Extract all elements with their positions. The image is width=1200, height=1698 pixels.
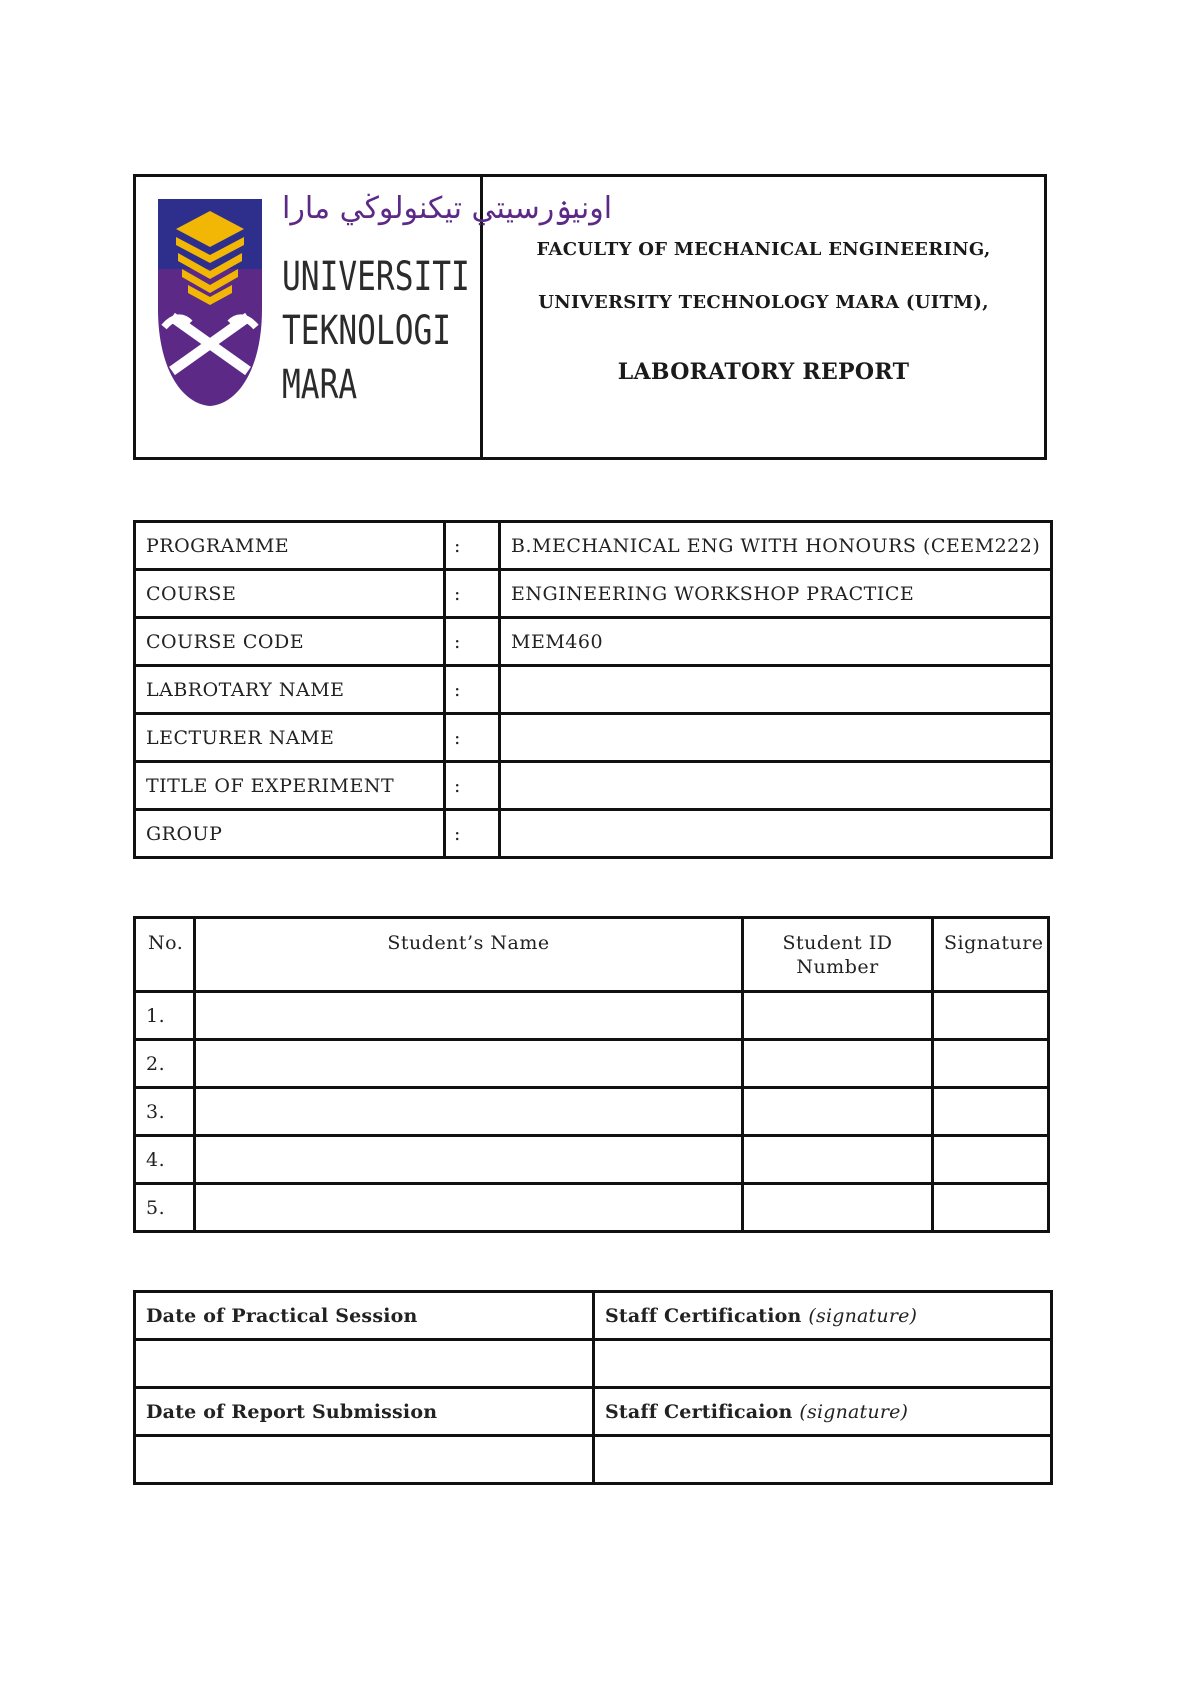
info-value-field[interactable]: ENGINEERING WORKSHOP PRACTICE (500, 570, 1052, 618)
student-signature-field[interactable] (933, 1136, 1049, 1184)
student-table-header (135, 918, 1049, 992)
info-row-course-code (135, 618, 1052, 666)
cert-value-row-practical (135, 1340, 1052, 1388)
info-separator: : (445, 666, 500, 714)
student-row-number: 2. (135, 1040, 195, 1088)
column-header-signature: Signature (933, 918, 1049, 992)
column-header-id: Student ID Number (743, 918, 933, 992)
certification-table (133, 1290, 1053, 1485)
student-row (135, 1040, 1049, 1088)
info-row-programme (135, 522, 1052, 570)
info-separator: : (445, 618, 500, 666)
info-label: GROUP (135, 810, 445, 858)
student-name-field[interactable] (195, 992, 743, 1040)
info-label: LABROTARY NAME (135, 666, 445, 714)
cert-label-row-submission (135, 1388, 1052, 1436)
info-label: COURSE CODE (135, 618, 445, 666)
info-row-course (135, 570, 1052, 618)
student-id-field[interactable] (743, 1088, 933, 1136)
student-row-number: 1. (135, 992, 195, 1040)
student-name-field[interactable] (195, 1136, 743, 1184)
student-name-field[interactable] (195, 1040, 743, 1088)
info-label: COURSE (135, 570, 445, 618)
cert-label-row-practical (135, 1292, 1052, 1340)
info-value-field[interactable] (500, 714, 1052, 762)
info-separator: : (445, 714, 500, 762)
info-separator: : (445, 810, 500, 858)
student-signature-field[interactable] (933, 1088, 1049, 1136)
info-row-laboratory-name (135, 666, 1052, 714)
submission-date-field[interactable] (135, 1436, 594, 1484)
report-title: LABORATORY REPORT (617, 359, 910, 385)
student-id-field[interactable] (743, 992, 933, 1040)
university-title: UNIVERSITY TECHNOLOGY MARA (UITM), (538, 292, 989, 313)
student-id-field[interactable] (743, 1040, 933, 1088)
submission-date-label: Date of Report Submission (135, 1388, 594, 1436)
info-row-title-of-experiment (135, 762, 1052, 810)
report-header (133, 174, 1047, 460)
info-row-lecturer-name (135, 714, 1052, 762)
signature-note: (signature) (808, 1304, 918, 1327)
student-name-field[interactable] (195, 1088, 743, 1136)
practical-date-field[interactable] (135, 1340, 594, 1388)
column-header-no: No. (135, 918, 195, 992)
student-row-number: 4. (135, 1136, 195, 1184)
logo-word-teknologi: TEKNOLOGI (282, 308, 452, 354)
programme-info-table (133, 520, 1053, 859)
column-header-name: Student’s Name (195, 918, 743, 992)
student-row-number: 5. (135, 1184, 195, 1232)
faculty-title: FACULTY OF MECHANICAL ENGINEERING, (536, 239, 991, 260)
info-value-field[interactable] (500, 666, 1052, 714)
info-separator: : (445, 570, 500, 618)
signature-note: (signature) (799, 1400, 909, 1423)
cert-value-row-submission (135, 1436, 1052, 1484)
uitm-shield-icon (150, 199, 270, 409)
student-row-number: 3. (135, 1088, 195, 1136)
student-row (135, 1136, 1049, 1184)
university-logo (136, 177, 613, 457)
practical-date-label: Date of Practical Session (135, 1292, 594, 1340)
info-value-field[interactable] (500, 810, 1052, 858)
info-row-group (135, 810, 1052, 858)
logo-word-mara: MARA (282, 362, 358, 408)
student-table (133, 916, 1050, 1233)
student-id-field[interactable] (743, 1184, 933, 1232)
practical-signature-field[interactable] (594, 1340, 1052, 1388)
student-signature-field[interactable] (933, 1184, 1049, 1232)
info-value-field[interactable]: MEM460 (500, 618, 1052, 666)
logo-jawi-text: اونيۏرسيتي تيكنولوڬي مارا (282, 191, 613, 226)
submission-signature-field[interactable] (594, 1436, 1052, 1484)
student-id-field[interactable] (743, 1136, 933, 1184)
info-label: TITLE OF EXPERIMENT (135, 762, 445, 810)
student-row (135, 1088, 1049, 1136)
student-row (135, 992, 1049, 1040)
student-row (135, 1184, 1049, 1232)
staff-certification-label (594, 1388, 1052, 1436)
student-name-field[interactable] (195, 1184, 743, 1232)
staff-certification-label (594, 1292, 1052, 1340)
staff-certification-text: Staff Certificaion (605, 1400, 793, 1423)
info-separator: : (445, 762, 500, 810)
info-value-field[interactable] (500, 762, 1052, 810)
info-label: LECTURER NAME (135, 714, 445, 762)
student-signature-field[interactable] (933, 1040, 1049, 1088)
staff-certification-text: Staff Certification (605, 1304, 802, 1327)
student-signature-field[interactable] (933, 992, 1049, 1040)
logo-word-universiti: UNIVERSITI (282, 254, 470, 300)
info-value-field[interactable]: B.MECHANICAL ENG WITH HONOURS (CEEM222) (500, 522, 1052, 570)
info-separator: : (445, 522, 500, 570)
info-label: PROGRAMME (135, 522, 445, 570)
